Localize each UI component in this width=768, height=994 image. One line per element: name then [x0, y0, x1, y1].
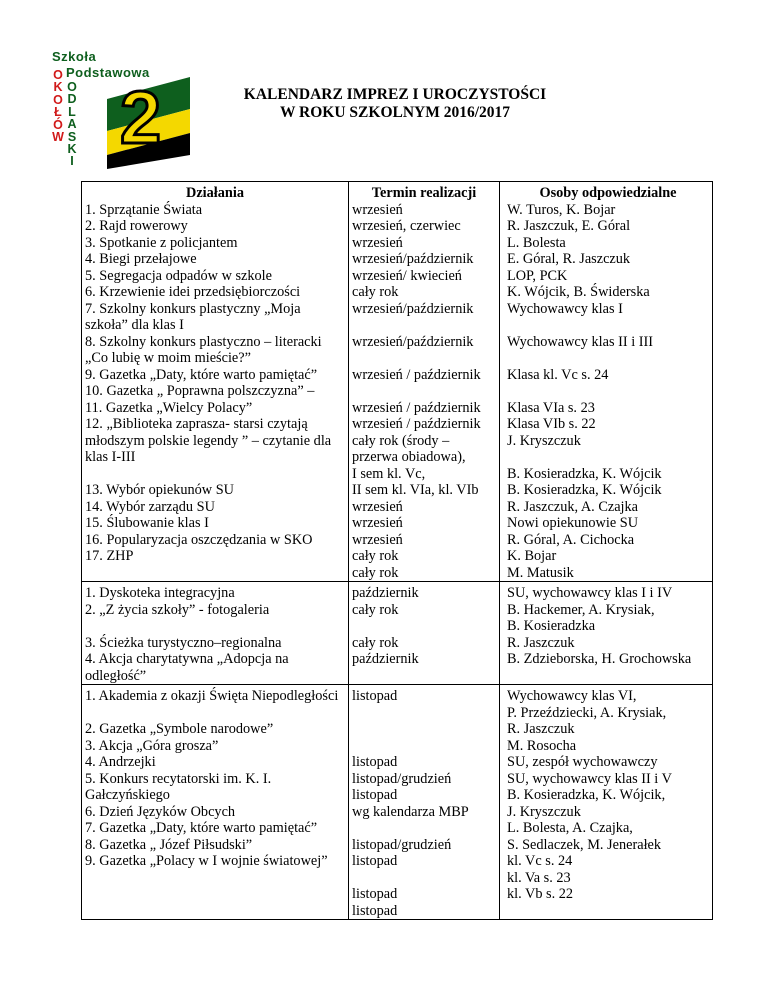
- terms-entry: II sem kl. VIa, kl. VIb: [352, 482, 479, 498]
- logo-letter: O: [53, 92, 63, 107]
- terms-entry: [352, 317, 496, 334]
- terms-entry: cały rok: [352, 601, 399, 618]
- actions-entry: 6. Krzewienie idei przedsiębiorczości: [85, 284, 301, 300]
- actions-entry: 8. Gazetka „ Józef Piłsudski”: [85, 836, 253, 853]
- terms-entry: październik: [352, 651, 419, 667]
- logo-left-column: [52, 69, 64, 143]
- actions-entry: 13. Wybór opiekunów SU: [85, 482, 234, 498]
- terms-entry: listopad/grudzień: [352, 836, 452, 853]
- terms-entry: wrzesień / październik: [352, 399, 481, 416]
- terms-entry: wrzesień, czerwiec: [352, 218, 461, 234]
- people-entry: J. Kryszczuk: [507, 803, 581, 820]
- people-entry: Klasa VIa s. 23: [507, 399, 595, 416]
- people-entry: W. Turos, K. Bojar: [507, 201, 616, 218]
- terms-entry: [352, 721, 496, 738]
- actions-entry: 4. Andrzejki: [85, 754, 156, 770]
- logo-letter: O: [67, 80, 77, 94]
- people-entry: SU, wychowawcy klas II i V: [507, 770, 672, 787]
- actions-entry: 14. Wybór zarządu SU: [85, 498, 215, 515]
- terms-entry: wrzesień / październik: [352, 366, 481, 383]
- terms-entry: wrzesień / październik: [352, 416, 481, 432]
- logo-letter: W: [52, 130, 64, 145]
- actions-entry: 2. „Z życia szkoły” - fotogaleria: [85, 601, 270, 618]
- people-entry: P. Przeździecki, A. Krysiak,: [507, 704, 667, 721]
- people-entry: [507, 383, 709, 400]
- people-entry: LOP, PCK: [507, 267, 568, 284]
- page-title: [205, 86, 585, 122]
- people-entry: J. Kryszczuk: [507, 432, 581, 449]
- terms-entry: [352, 870, 496, 887]
- terms-entry: I sem kl. Vc,: [352, 465, 426, 482]
- cell-terms: [349, 685, 500, 920]
- logo-letter: D: [67, 92, 77, 107]
- terms-entry: wrzesień: [352, 201, 403, 218]
- actions-entry: 1. Akademia z okazji Święta Niepodległości: [85, 688, 339, 704]
- people-entry: B. Kosieradzka: [507, 618, 596, 634]
- logo-letter: Ó: [53, 117, 63, 132]
- people-entry: R. Jaszczuk: [507, 721, 575, 737]
- logo-podstawowa-word: Podstawowa: [66, 65, 150, 80]
- people-entry: [507, 350, 709, 367]
- actions-entry: 1. Dyskoteka integracyjna: [85, 585, 235, 601]
- people-entry: B. Kosieradzka, K. Wójcik: [507, 465, 662, 482]
- actions-entry: 3. Ścieżka turystyczno–regionalna: [85, 634, 282, 651]
- terms-entry: listopad: [352, 853, 398, 869]
- people-entry: B. Zdzieborska, H. Grochowska: [507, 651, 692, 667]
- terms-entry: [352, 820, 496, 837]
- terms-entry: listopad: [352, 754, 398, 770]
- actions-entry: 6. Dzień Języków Obcych: [85, 803, 236, 820]
- table-row: [82, 685, 713, 920]
- terms-entry: cały rok: [352, 564, 399, 581]
- actions-entry: 9. Gazetka „Polacy w I wojnie światowej”: [85, 853, 328, 869]
- people-entry: Wychowawcy klas VI,: [507, 688, 637, 704]
- people-entry: kl. Va s. 23: [507, 869, 571, 886]
- people-entry: B. Kosieradzka, K. Wójcik: [507, 482, 662, 498]
- logo-school-word: Szkoła: [52, 49, 97, 64]
- terms-entry: listopad: [352, 902, 398, 919]
- terms-entry: cały rok: [352, 284, 399, 300]
- logo-letter: S: [67, 129, 77, 144]
- terms-entry: cały rok (środy –: [352, 432, 450, 449]
- actions-entry: 16. Popularyzacja oszczędzania w SKO: [85, 531, 313, 548]
- terms-entry: [352, 350, 496, 367]
- people-entry: R. Jaszczuk, A. Czajka: [507, 498, 639, 515]
- people-entry: Klasa kl. Vc s. 24: [507, 366, 609, 383]
- actions-entry: 7. Szkolny konkurs plastyczny „Moja szkoła” dla klas I: [85, 300, 301, 333]
- terms-entry: [352, 618, 496, 635]
- terms-entry: wrzesień/październik: [352, 333, 474, 350]
- terms-entry: [352, 383, 496, 400]
- title-line-1: KALENDARZ IMPREZ I UROCZYSTOŚCI: [243, 86, 547, 103]
- title-line-2: W ROKU SZKOLNYM 2016/2017: [279, 104, 511, 121]
- people-entry: B. Hackemer, A. Krysiak,: [507, 601, 655, 618]
- terms-entry: przerwa obiadowa),: [352, 449, 466, 465]
- people-entry: SU, wychowawcy klas I i IV: [507, 585, 673, 601]
- actions-entry: 4. Biegi przełajowe: [85, 251, 197, 267]
- people-entry: K. Wójcik, B. Świderska: [507, 284, 650, 300]
- terms-entry: [352, 705, 496, 722]
- people-entry: S. Sedlaczek, M. Jenerałek: [507, 836, 662, 853]
- cell-people: [500, 182, 713, 582]
- logo-letter: K: [67, 142, 77, 157]
- actions-entry: 17. ZHP: [85, 548, 134, 564]
- school-logo: [52, 47, 192, 169]
- cell-actions: [82, 582, 349, 685]
- people-entry: [507, 317, 709, 334]
- logo-letter: A: [67, 117, 77, 132]
- people-entry: B. Kosieradzka, K. Wójcik,: [507, 787, 666, 803]
- people-entry: K. Bojar: [507, 548, 557, 564]
- terms-entry: [352, 738, 496, 755]
- people-entry: M. Matusik: [507, 564, 574, 581]
- terms-entry: cały rok: [352, 634, 399, 651]
- actions-entry: 15. Ślubowanie klas I: [85, 515, 209, 531]
- terms-entry: wg kalendarza MBP: [352, 803, 469, 820]
- people-entry: L. Bolesta: [507, 234, 566, 251]
- people-entry: R. Góral, A. Cichocka: [507, 531, 635, 548]
- actions-entry: 2. Gazetka „Symbole narodowe”: [85, 721, 274, 737]
- terms-entry: listopad: [352, 787, 398, 803]
- terms-entry: listopad/grudzień: [352, 770, 452, 787]
- terms-entry: wrzesień/ kwiecień: [352, 267, 462, 284]
- people-entry: L. Bolesta, A. Czajka,: [507, 820, 633, 836]
- table-row: [82, 582, 713, 685]
- cell-terms: [349, 182, 500, 582]
- people-entry: Klasa VIb s. 22: [507, 416, 596, 432]
- logo-letter: K: [53, 80, 63, 95]
- logo-letter: I: [70, 154, 74, 169]
- actions-entry: 5. Segregacja odpadów w szkole: [85, 267, 272, 284]
- svg-text:2: 2: [120, 76, 162, 159]
- actions-entry: [85, 705, 345, 722]
- actions-entry: 3. Spotkanie z policjantem: [85, 234, 238, 251]
- people-entry: E. Góral, R. Jaszczuk: [507, 251, 631, 267]
- logo-right-column: [66, 81, 78, 168]
- actions-entry: 10. Gazetka „ Poprawna polszczyzna” –: [85, 383, 315, 399]
- column-header: Termin realizacji: [371, 185, 477, 201]
- cell-actions: [82, 685, 349, 920]
- people-entry: R. Jaszczuk: [507, 634, 575, 651]
- logo-letter: L: [68, 104, 76, 119]
- actions-entry: 3. Akcja „Góra grosza”: [85, 737, 219, 754]
- events-table: [81, 181, 713, 920]
- actions-entry: 4. Akcja charytatywna „Adopcja na odległość”: [85, 651, 289, 684]
- actions-entry: 9. Gazetka „Daty, które warto pamiętać”: [85, 366, 318, 383]
- people-entry: SU, zespół wychowawczy: [507, 754, 658, 770]
- terms-entry: listopad: [352, 886, 398, 902]
- column-header: Działania: [186, 185, 244, 201]
- terms-entry: listopad: [352, 688, 398, 704]
- people-entry: Wychowawcy klas II i III: [507, 333, 654, 350]
- actions-entry: 5. Konkurs recytatorski im. K. I. Gałczyńskiego: [85, 770, 272, 803]
- people-entry: kl. Vb s. 22: [507, 886, 574, 902]
- terms-entry: wrzesień/październik: [352, 251, 474, 267]
- logo-letter: Ł: [54, 105, 62, 120]
- people-entry: Nowi opiekunowie SU: [507, 515, 639, 531]
- actions-entry: [85, 466, 345, 483]
- cell-terms: [349, 582, 500, 685]
- actions-entry: 11. Gazetka „Wielcy Polacy”: [85, 399, 253, 416]
- terms-entry: wrzesień: [352, 498, 403, 515]
- cell-actions: [82, 182, 349, 582]
- actions-entry: 7. Gazetka „Daty, które warto pamiętać”: [85, 820, 318, 836]
- terms-entry: wrzesień/październik: [352, 300, 474, 317]
- people-entry: kl. Vc s. 24: [507, 853, 573, 869]
- actions-entry: 12. „Biblioteka zaprasza- starsi czytają młodszym polskie legendy ” – czytanie dla klas I-III: [85, 416, 332, 465]
- actions-entry: 1. Sprzątanie Świata: [85, 201, 203, 218]
- people-entry: M. Rosocha: [507, 737, 577, 754]
- logo-letter: O: [53, 68, 63, 82]
- terms-entry: wrzesień: [352, 234, 403, 251]
- people-entry: Wychowawcy klas I: [507, 300, 623, 317]
- cell-people: [500, 685, 713, 920]
- table-row: [82, 182, 713, 582]
- actions-entry: 8. Szkolny konkurs plastyczno – literacki „Co lubię w moim mieście?”: [85, 333, 322, 366]
- terms-entry: wrzesień: [352, 515, 403, 531]
- terms-entry: wrzesień: [352, 531, 403, 548]
- actions-entry: [85, 618, 345, 635]
- terms-entry: cały rok: [352, 548, 399, 564]
- people-entry: [507, 449, 709, 466]
- people-entry: R. Jaszczuk, E. Góral: [507, 218, 631, 234]
- column-header: Osoby odpowiedzialne: [539, 185, 677, 201]
- terms-entry: październik: [352, 585, 419, 601]
- cell-people: [500, 582, 713, 685]
- actions-entry: 2. Rajd rowerowy: [85, 218, 188, 234]
